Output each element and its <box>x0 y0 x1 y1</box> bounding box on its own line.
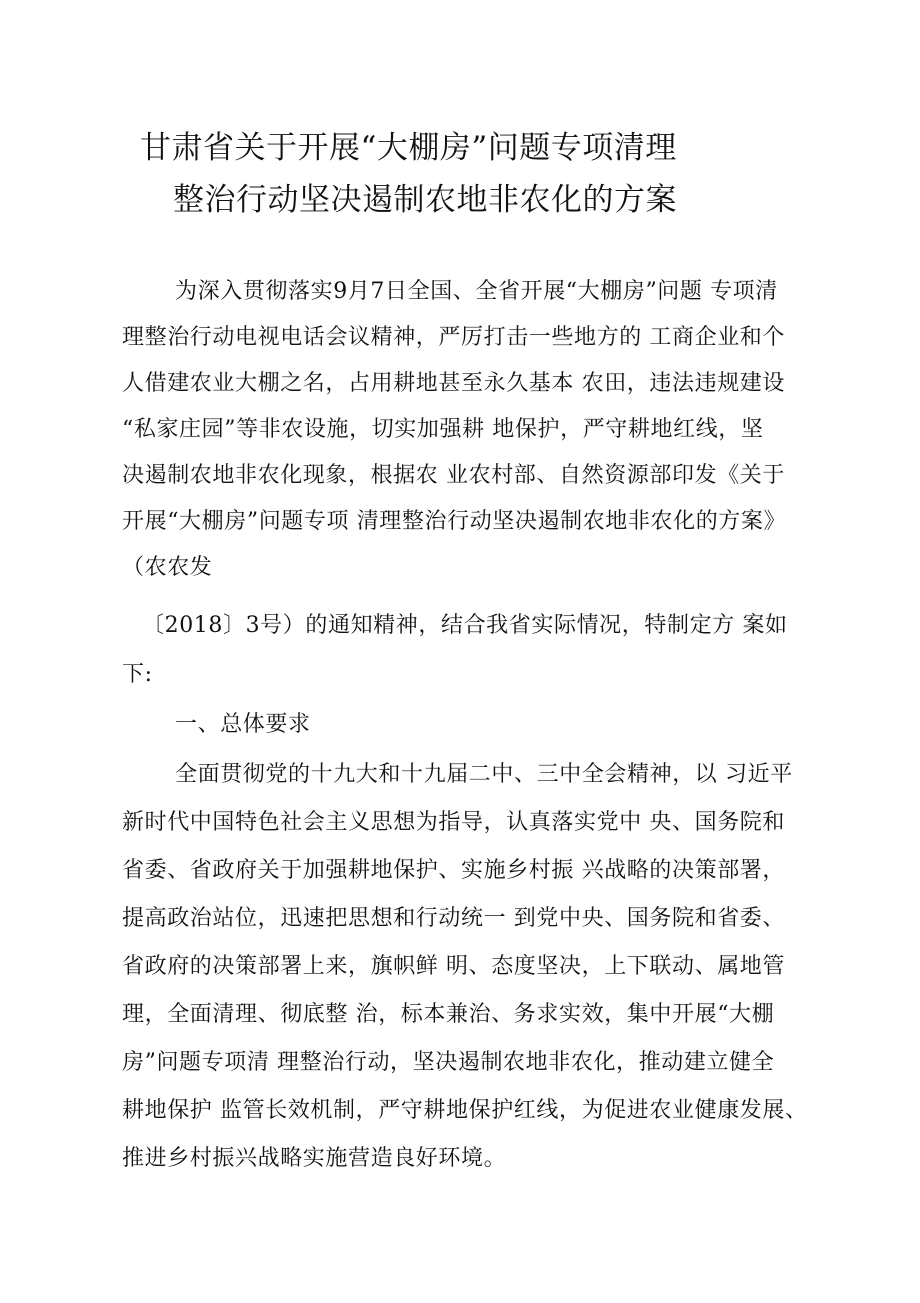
body-line: 新时代中国特色社会主义思想为指导，认真落实党中 央、国务院和 <box>122 810 785 835</box>
body-line: （农农发 <box>122 555 213 580</box>
document-title-line-2: 整治行动坚决遏制农地非农化的方案 <box>173 182 677 218</box>
body-line: 理，全面清理、彻底整 治，标本兼治、务求实效，集中开展“大棚 <box>122 1002 775 1027</box>
body-line: 省委、省政府关于加强耕地保护、实施乡村振 兴战略的决策部署， <box>122 858 785 883</box>
body-line: 房”问题专项清 理整治行动，坚决遏制农地非农化，推动建立健全 <box>122 1050 775 1075</box>
body-line: 全面贯彻党的十九大和十九届二中、三中全会精神，以 习近平 <box>175 762 793 787</box>
document-title-line-1: 甘肃省关于开展“大棚房”问题专项清理 <box>140 130 677 166</box>
body-line: 下: <box>122 662 153 687</box>
body-line: 为深入贯彻落实9月7日全国、全省开展“大棚房”问题 专项清 <box>175 279 778 304</box>
body-line: 〔2018〕3号）的通知精神，结合我省实际情况，特制定方 案如 <box>142 613 788 638</box>
body-line: 决遏制农地非农化现象，根据农 业农村部、自然资源部印发《关于 <box>122 463 785 488</box>
body-line: 省政府的决策部署上来，旗帜鲜 明、态度坚决，上下联动、属地管 <box>122 954 785 979</box>
body-line: 提高政治站位，迅速把思想和行动统一 到党中央、国务院和省委、 <box>122 906 785 931</box>
body-line: 开展“大棚房”问题专项 清理整治行动坚决遏制农地非农化的方案》 <box>122 509 787 534</box>
body-line: 耕地保护 监管长效机制，严守耕地保护红线，为促进农业健康发展、 <box>122 1098 808 1123</box>
body-line: 理整治行动电视电话会议精神，严厉打击一些地方的 工商企业和个 <box>122 325 785 350</box>
body-line: 推进乡村振兴战略实施营造良好环境。 <box>122 1146 507 1171</box>
body-line: 人借建农业大棚之名，占用耕地甚至永久基本 农田，违法违规建设 <box>122 371 785 396</box>
section-heading: 一、总体要求 <box>175 712 311 737</box>
body-line: “私家庄园”等非农设施，切实加强耕 地保护，严守耕地红线，坚 <box>122 417 764 442</box>
